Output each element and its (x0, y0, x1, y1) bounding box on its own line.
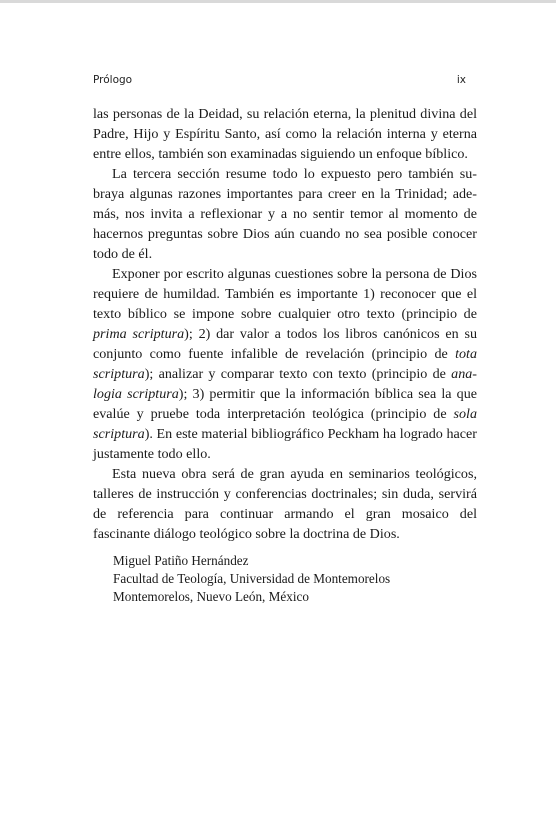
text-run: ). En este material bibliográfico Peckham ha logrado hacer justamente todo ello. (93, 426, 477, 462)
text-run: La tercera sección resume todo lo expuesto pero también subraya algunas razones importantes para creer en la Trinidad; además, nos invita a reflexionar y a no sentir temor al momento de hacernos preguntas sobre Dios aún cuando no sea posible conocer todo de él. (93, 166, 477, 262)
italic-term: tota scriptura (93, 346, 477, 382)
italic-term: analogia scriptura (93, 366, 477, 402)
text-run: Esta nueva obra será de gran ayuda en seminarios teológicos, talleres de instrucción y conferencias doctrinales; sin duda, servirá de referencia para continuar armando el gran mosaico del fascinante diálogo teológico sobre la doctrina de Dios. (93, 466, 477, 542)
author-location: Montemorelos, Nuevo León, México (113, 589, 309, 604)
page-number: ix (456, 74, 466, 86)
text-run: ); 2) dar valor a todos los libros canónicos en su conjunto como fuente infalible de revelación (principio de (93, 326, 477, 362)
running-head (93, 74, 466, 90)
paragraph (93, 164, 477, 264)
author-affiliation: Facultad de Teología, Universidad de Montemorelos (113, 571, 391, 586)
body-text (93, 104, 477, 544)
text-run: Exponer por escrito algunas cuestiones sobre la persona de Dios requiere de humildad. También es importante 1) reconocer que el texto bíblico se impone sobre cualquier otro texto (principio de (93, 266, 477, 322)
text-run: las personas de la Deidad, su relación eterna, la plenitud divina del Padre, Hijo y Espíritu Santo, así como la relación interna y eterna entre ellos, también son examinadas siguiendo un enfoque bíblico. (93, 106, 477, 162)
paragraph (93, 464, 477, 544)
italic-term: sola scriptura (93, 406, 477, 442)
paragraph (93, 104, 477, 164)
signature-block (113, 552, 390, 606)
author-name: Miguel Patiño Hernández (113, 553, 249, 568)
text-run: ); 3) permitir que la información bíblica sea la que evalúe y pruebe toda interpretación teológica (principio de (93, 386, 477, 422)
text-run: ); analizar y comparar texto con texto (principio de (144, 366, 452, 382)
italic-term: prima scriptura (93, 326, 185, 342)
running-head-title: Prólogo (93, 74, 133, 86)
paragraph (93, 264, 477, 464)
